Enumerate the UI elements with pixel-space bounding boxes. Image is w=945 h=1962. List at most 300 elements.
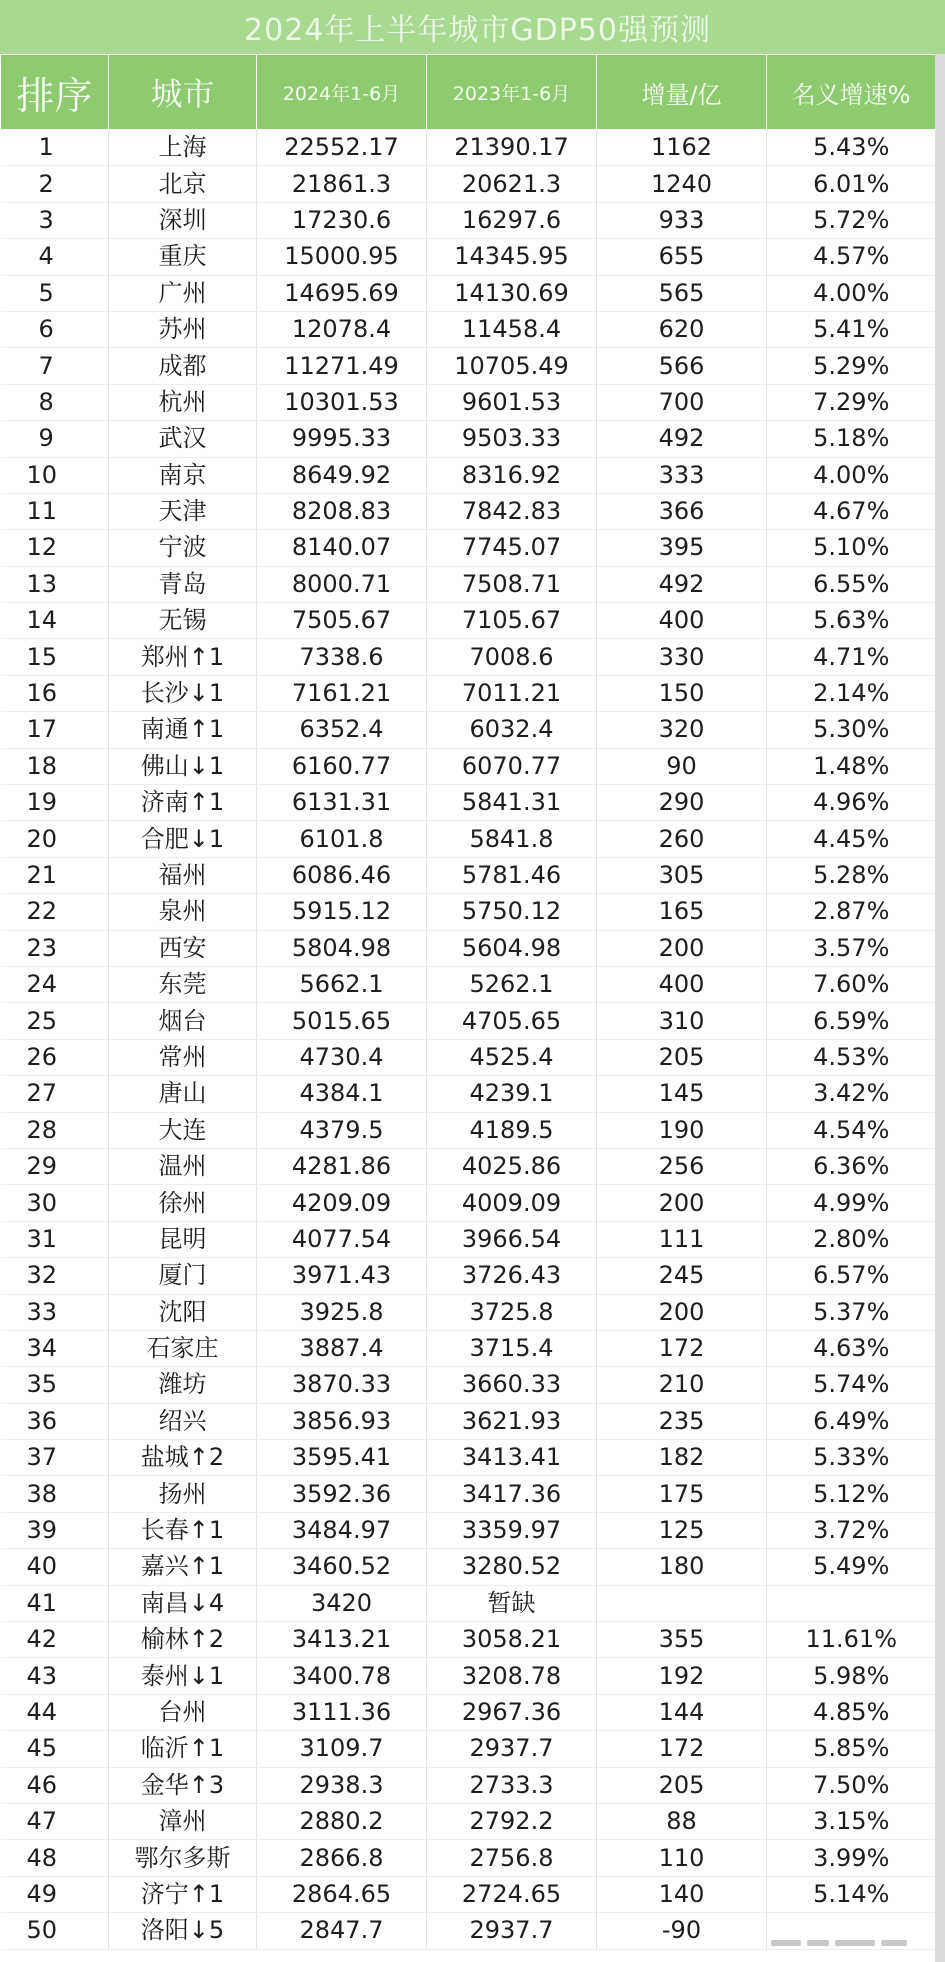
cell-growth: 11.61% [767, 1622, 936, 1658]
cell-growth: 5.30% [767, 712, 936, 748]
cell-city: 嘉兴↑1 [109, 1549, 257, 1585]
cell-city: 金华↑3 [109, 1767, 257, 1803]
cell-increase: 1240 [597, 166, 767, 202]
cell-gdp-2023: 5604.98 [427, 930, 597, 966]
cell-increase: 330 [597, 639, 767, 675]
cell-increase: 192 [597, 1658, 767, 1694]
cell-gdp-2023: 2724.65 [427, 1876, 597, 1912]
cell-gdp-2024: 7161.21 [257, 675, 427, 711]
cell-city: 佛山↓1 [109, 748, 257, 784]
cell-rank: 7 [1, 348, 109, 384]
table-row [1, 894, 936, 930]
cell-city: 石家庄 [109, 1330, 257, 1366]
cell-gdp-2023: 9503.33 [427, 421, 597, 457]
cell-increase: 150 [597, 675, 767, 711]
cell-city: 郑州↑1 [109, 639, 257, 675]
cell-growth: 4.53% [767, 1039, 936, 1075]
cell-city: 北京 [109, 166, 257, 202]
cell-growth: 4.85% [767, 1694, 936, 1730]
table-row [1, 639, 936, 675]
table-row [1, 1076, 936, 1112]
cell-gdp-2023: 5841.31 [427, 785, 597, 821]
table-row [1, 675, 936, 711]
cell-growth: 5.12% [767, 1476, 936, 1512]
cell-gdp-2023: 4009.09 [427, 1185, 597, 1221]
cell-rank: 48 [1, 1840, 109, 1876]
cell-gdp-2023: 2733.3 [427, 1767, 597, 1803]
cell-increase: 125 [597, 1512, 767, 1548]
cell-gdp-2023: 9601.53 [427, 384, 597, 420]
cell-gdp-2024: 8208.83 [257, 493, 427, 529]
cell-rank: 39 [1, 1512, 109, 1548]
cell-gdp-2024: 3592.36 [257, 1476, 427, 1512]
cell-rank: 2 [1, 166, 109, 202]
cell-rank: 5 [1, 275, 109, 311]
cell-city: 上海 [109, 130, 257, 166]
cell-gdp-2023: 4705.65 [427, 1003, 597, 1039]
cell-gdp-2024: 3971.43 [257, 1258, 427, 1294]
cell-growth: 5.33% [767, 1440, 936, 1476]
cell-growth: 4.57% [767, 239, 936, 275]
table-row [1, 166, 936, 202]
cell-city: 大连 [109, 1112, 257, 1148]
cell-increase: 200 [597, 1185, 767, 1221]
cell-gdp-2024: 3420 [257, 1585, 427, 1621]
cell-rank: 38 [1, 1476, 109, 1512]
cell-city: 深圳 [109, 202, 257, 238]
cell-gdp-2023: 3359.97 [427, 1512, 597, 1548]
cell-city: 温州 [109, 1148, 257, 1184]
cell-city: 泰州↓1 [109, 1658, 257, 1694]
cell-rank: 14 [1, 603, 109, 639]
cell-rank: 18 [1, 748, 109, 784]
cell-growth: 5.37% [767, 1294, 936, 1330]
cell-increase: 144 [597, 1694, 767, 1730]
cell-city: 武汉 [109, 421, 257, 457]
cell-city: 西安 [109, 930, 257, 966]
cell-growth: 6.59% [767, 1003, 936, 1039]
cell-growth: 5.74% [767, 1367, 936, 1403]
cell-increase: -90 [597, 1913, 767, 1949]
cell-gdp-2023: 4239.1 [427, 1076, 597, 1112]
cell-city: 鄂尔多斯 [109, 1840, 257, 1876]
cell-gdp-2024: 5662.1 [257, 966, 427, 1002]
table-row [1, 202, 936, 238]
cell-growth: 4.45% [767, 821, 936, 857]
cell-gdp-2024: 3484.97 [257, 1512, 427, 1548]
cell-gdp-2023: 14130.69 [427, 275, 597, 311]
cell-gdp-2024: 3925.8 [257, 1294, 427, 1330]
cell-city: 临沂↑1 [109, 1731, 257, 1767]
cell-growth: 4.00% [767, 275, 936, 311]
header-row [1, 55, 936, 130]
cell-increase: 210 [597, 1367, 767, 1403]
table-row [1, 966, 936, 1002]
cell-city: 盐城↑2 [109, 1440, 257, 1476]
cell-city: 潍坊 [109, 1367, 257, 1403]
table-row [1, 1185, 936, 1221]
cell-city: 昆明 [109, 1221, 257, 1257]
cell-city: 唐山 [109, 1076, 257, 1112]
cell-increase: 190 [597, 1112, 767, 1148]
cell-gdp-2023: 16297.6 [427, 202, 597, 238]
watermark-mark [771, 1932, 931, 1954]
cell-growth: 1.48% [767, 748, 936, 784]
cell-gdp-2023: 5841.8 [427, 821, 597, 857]
cell-gdp-2024: 10301.53 [257, 384, 427, 420]
cell-rank: 29 [1, 1148, 109, 1184]
cell-city: 合肥↓1 [109, 821, 257, 857]
cell-increase: 200 [597, 930, 767, 966]
cell-gdp-2023: 8316.92 [427, 457, 597, 493]
cell-city: 沈阳 [109, 1294, 257, 1330]
cell-city: 苏州 [109, 311, 257, 347]
cell-rank: 40 [1, 1549, 109, 1585]
cell-gdp-2024: 2866.8 [257, 1840, 427, 1876]
cell-growth: 3.42% [767, 1076, 936, 1112]
cell-rank: 1 [1, 130, 109, 166]
cell-city: 天津 [109, 493, 257, 529]
cell-city: 绍兴 [109, 1403, 257, 1439]
table-row [1, 1003, 936, 1039]
cell-increase: 492 [597, 421, 767, 457]
cell-city: 青岛 [109, 566, 257, 602]
cell-rank: 19 [1, 785, 109, 821]
cell-gdp-2024: 4379.5 [257, 1112, 427, 1148]
cell-gdp-2023: 4189.5 [427, 1112, 597, 1148]
cell-increase: 355 [597, 1622, 767, 1658]
cell-gdp-2023: 2756.8 [427, 1840, 597, 1876]
cell-rank: 16 [1, 675, 109, 711]
cell-gdp-2023: 2937.7 [427, 1731, 597, 1767]
cell-gdp-2023: 3715.4 [427, 1330, 597, 1366]
cell-city: 漳州 [109, 1803, 257, 1839]
cell-gdp-2023: 6032.4 [427, 712, 597, 748]
cell-city: 台州 [109, 1694, 257, 1730]
cell-rank: 15 [1, 639, 109, 675]
cell-rank: 41 [1, 1585, 109, 1621]
cell-increase: 200 [597, 1294, 767, 1330]
cell-growth: 4.96% [767, 785, 936, 821]
table-row [1, 239, 936, 275]
cell-rank: 10 [1, 457, 109, 493]
cell-rank: 9 [1, 421, 109, 457]
cell-rank: 42 [1, 1622, 109, 1658]
header-gdp-2024: 2024年1-6月 [257, 55, 427, 130]
cell-gdp-2024: 3460.52 [257, 1549, 427, 1585]
cell-gdp-2024: 8140.07 [257, 530, 427, 566]
cell-gdp-2024: 3595.41 [257, 1440, 427, 1476]
table-row [1, 748, 936, 784]
cell-rank: 6 [1, 311, 109, 347]
cell-rank: 35 [1, 1367, 109, 1403]
cell-growth: 5.63% [767, 603, 936, 639]
cell-city: 福州 [109, 857, 257, 893]
cell-growth: 5.14% [767, 1876, 936, 1912]
table-row [1, 1367, 936, 1403]
cell-gdp-2024: 7505.67 [257, 603, 427, 639]
cell-growth: 7.29% [767, 384, 936, 420]
cell-gdp-2024: 2880.2 [257, 1803, 427, 1839]
cell-increase: 172 [597, 1731, 767, 1767]
cell-increase: 205 [597, 1039, 767, 1075]
cell-increase: 395 [597, 530, 767, 566]
cell-increase: 655 [597, 239, 767, 275]
cell-rank: 13 [1, 566, 109, 602]
cell-city: 厦门 [109, 1258, 257, 1294]
cell-growth: 7.60% [767, 966, 936, 1002]
cell-gdp-2023: 2937.7 [427, 1913, 597, 1949]
cell-growth: 3.15% [767, 1803, 936, 1839]
cell-growth: 5.10% [767, 530, 936, 566]
cell-city: 泉州 [109, 894, 257, 930]
cell-city: 南通↑1 [109, 712, 257, 748]
table-row [1, 275, 936, 311]
cell-gdp-2024: 6160.77 [257, 748, 427, 784]
table-row [1, 493, 936, 529]
cell-city: 长春↑1 [109, 1512, 257, 1548]
cell-gdp-2024: 4209.09 [257, 1185, 427, 1221]
cell-city: 济南↑1 [109, 785, 257, 821]
cell-growth: 2.80% [767, 1221, 936, 1257]
cell-city: 无锡 [109, 603, 257, 639]
cell-growth: 4.00% [767, 457, 936, 493]
cell-increase: 700 [597, 384, 767, 420]
cell-city: 重庆 [109, 239, 257, 275]
cell-gdp-2024: 3400.78 [257, 1658, 427, 1694]
cell-increase: 492 [597, 566, 767, 602]
cell-city: 成都 [109, 348, 257, 384]
table-row [1, 1258, 936, 1294]
cell-gdp-2023: 暂缺 [427, 1585, 597, 1621]
table-row [1, 1039, 936, 1075]
cell-gdp-2023: 4025.86 [427, 1148, 597, 1184]
table-row [1, 1803, 936, 1839]
cell-city: 榆林↑2 [109, 1622, 257, 1658]
cell-gdp-2024: 14695.69 [257, 275, 427, 311]
cell-gdp-2023: 3208.78 [427, 1658, 597, 1694]
cell-gdp-2024: 3856.93 [257, 1403, 427, 1439]
cell-increase: 620 [597, 311, 767, 347]
cell-rank: 12 [1, 530, 109, 566]
table-row [1, 821, 936, 857]
table-row [1, 1221, 936, 1257]
cell-increase: 245 [597, 1258, 767, 1294]
cell-increase: 140 [597, 1876, 767, 1912]
cell-gdp-2023: 5262.1 [427, 966, 597, 1002]
cell-gdp-2024: 3111.36 [257, 1694, 427, 1730]
cell-gdp-2024: 6101.8 [257, 821, 427, 857]
table-row [1, 603, 936, 639]
table-row [1, 1731, 936, 1767]
table-row [1, 1549, 936, 1585]
cell-gdp-2024: 9995.33 [257, 421, 427, 457]
cell-rank: 33 [1, 1294, 109, 1330]
cell-gdp-2023: 14345.95 [427, 239, 597, 275]
cell-rank: 27 [1, 1076, 109, 1112]
cell-rank: 46 [1, 1767, 109, 1803]
cell-gdp-2024: 12078.4 [257, 311, 427, 347]
table-row [1, 1767, 936, 1803]
cell-city: 常州 [109, 1039, 257, 1075]
table-row [1, 1694, 936, 1730]
cell-growth: 2.14% [767, 675, 936, 711]
cell-gdp-2024: 4384.1 [257, 1076, 427, 1112]
cell-city: 扬州 [109, 1476, 257, 1512]
cell-city: 徐州 [109, 1185, 257, 1221]
cell-gdp-2024: 4077.54 [257, 1221, 427, 1257]
cell-rank: 4 [1, 239, 109, 275]
header-increase: 增量/亿 [597, 55, 767, 130]
cell-city: 南昌↓4 [109, 1585, 257, 1621]
cell-gdp-2023: 11458.4 [427, 311, 597, 347]
cell-gdp-2024: 3870.33 [257, 1367, 427, 1403]
cell-growth: 6.49% [767, 1403, 936, 1439]
cell-gdp-2023: 7011.21 [427, 675, 597, 711]
cell-growth: 3.72% [767, 1512, 936, 1548]
cell-rank: 43 [1, 1658, 109, 1694]
cell-growth: 6.57% [767, 1258, 936, 1294]
cell-increase: 400 [597, 603, 767, 639]
cell-gdp-2023: 7105.67 [427, 603, 597, 639]
table-body [1, 130, 936, 1950]
table-row [1, 566, 936, 602]
cell-gdp-2024: 6352.4 [257, 712, 427, 748]
table-title: 2024年上半年城市GDP50强预测 [244, 13, 711, 48]
cell-rank: 28 [1, 1112, 109, 1148]
cell-rank: 31 [1, 1221, 109, 1257]
table-row [1, 1512, 936, 1548]
cell-gdp-2023: 21390.17 [427, 130, 597, 166]
cell-gdp-2024: 22552.17 [257, 130, 427, 166]
cell-increase: 88 [597, 1803, 767, 1839]
cell-gdp-2023: 5750.12 [427, 894, 597, 930]
cell-increase: 172 [597, 1330, 767, 1366]
cell-growth: 5.29% [767, 348, 936, 384]
cell-gdp-2024: 8649.92 [257, 457, 427, 493]
table-row [1, 1622, 936, 1658]
table-row [1, 1148, 936, 1184]
cell-increase [597, 1585, 767, 1621]
cell-gdp-2023: 3058.21 [427, 1622, 597, 1658]
cell-increase: 145 [597, 1076, 767, 1112]
cell-growth: 4.99% [767, 1185, 936, 1221]
cell-increase: 180 [597, 1549, 767, 1585]
cell-increase: 111 [597, 1221, 767, 1257]
table-row [1, 348, 936, 384]
cell-rank: 49 [1, 1876, 109, 1912]
header-growth: 名义增速% [767, 55, 936, 130]
cell-city: 济宁↑1 [109, 1876, 257, 1912]
cell-growth: 4.63% [767, 1330, 936, 1366]
cell-rank: 47 [1, 1803, 109, 1839]
cell-growth: 5.49% [767, 1549, 936, 1585]
cell-gdp-2024: 3413.21 [257, 1622, 427, 1658]
cell-increase: 933 [597, 202, 767, 238]
cell-rank: 24 [1, 966, 109, 1002]
cell-increase: 333 [597, 457, 767, 493]
table-row [1, 712, 936, 748]
cell-gdp-2024: 8000.71 [257, 566, 427, 602]
cell-city: 烟台 [109, 1003, 257, 1039]
cell-increase: 366 [597, 493, 767, 529]
cell-gdp-2024: 21861.3 [257, 166, 427, 202]
cell-rank: 3 [1, 202, 109, 238]
cell-rank: 23 [1, 930, 109, 966]
table-row [1, 1840, 936, 1876]
cell-increase: 90 [597, 748, 767, 784]
table-row [1, 311, 936, 347]
cell-rank: 44 [1, 1694, 109, 1730]
right-edge-shadow [935, 54, 945, 1962]
cell-growth: 4.71% [767, 639, 936, 675]
cell-gdp-2024: 17230.6 [257, 202, 427, 238]
cell-rank: 25 [1, 1003, 109, 1039]
gdp-table [0, 54, 936, 1950]
cell-increase: 175 [597, 1476, 767, 1512]
cell-gdp-2023: 3280.52 [427, 1549, 597, 1585]
cell-gdp-2024: 5915.12 [257, 894, 427, 930]
cell-growth: 6.55% [767, 566, 936, 602]
cell-increase: 256 [597, 1148, 767, 1184]
cell-growth: 5.28% [767, 857, 936, 893]
cell-gdp-2023: 3660.33 [427, 1367, 597, 1403]
table-row [1, 384, 936, 420]
cell-growth: 5.43% [767, 130, 936, 166]
cell-gdp-2024: 2938.3 [257, 1767, 427, 1803]
cell-increase: 1162 [597, 130, 767, 166]
table-row [1, 785, 936, 821]
cell-growth: 2.87% [767, 894, 936, 930]
cell-gdp-2024: 2864.65 [257, 1876, 427, 1912]
cell-gdp-2023: 7745.07 [427, 530, 597, 566]
cell-increase: 565 [597, 275, 767, 311]
table-row [1, 1294, 936, 1330]
cell-growth: 5.85% [767, 1731, 936, 1767]
cell-gdp-2023: 7508.71 [427, 566, 597, 602]
cell-growth: 7.50% [767, 1767, 936, 1803]
cell-growth: 4.67% [767, 493, 936, 529]
table-row [1, 1330, 936, 1366]
table-title-bar [0, 0, 945, 54]
cell-gdp-2024: 2847.7 [257, 1913, 427, 1949]
cell-rank: 8 [1, 384, 109, 420]
cell-increase: 310 [597, 1003, 767, 1039]
cell-increase: 235 [597, 1403, 767, 1439]
cell-increase: 205 [597, 1767, 767, 1803]
cell-gdp-2023: 3966.54 [427, 1221, 597, 1257]
table-row [1, 1440, 936, 1476]
cell-city: 杭州 [109, 384, 257, 420]
cell-gdp-2023: 6070.77 [427, 748, 597, 784]
table-row [1, 130, 936, 166]
table-row [1, 1876, 936, 1912]
cell-gdp-2024: 3887.4 [257, 1330, 427, 1366]
cell-gdp-2023: 3621.93 [427, 1403, 597, 1439]
cell-increase: 320 [597, 712, 767, 748]
cell-gdp-2023: 3413.41 [427, 1440, 597, 1476]
cell-growth: 4.54% [767, 1112, 936, 1148]
cell-growth: 3.99% [767, 1840, 936, 1876]
cell-city: 长沙↓1 [109, 675, 257, 711]
cell-rank: 20 [1, 821, 109, 857]
cell-gdp-2024: 6131.31 [257, 785, 427, 821]
cell-gdp-2024: 5015.65 [257, 1003, 427, 1039]
cell-city: 洛阳↓5 [109, 1913, 257, 1949]
table-row [1, 1476, 936, 1512]
cell-increase: 110 [597, 1840, 767, 1876]
cell-gdp-2023: 5781.46 [427, 857, 597, 893]
